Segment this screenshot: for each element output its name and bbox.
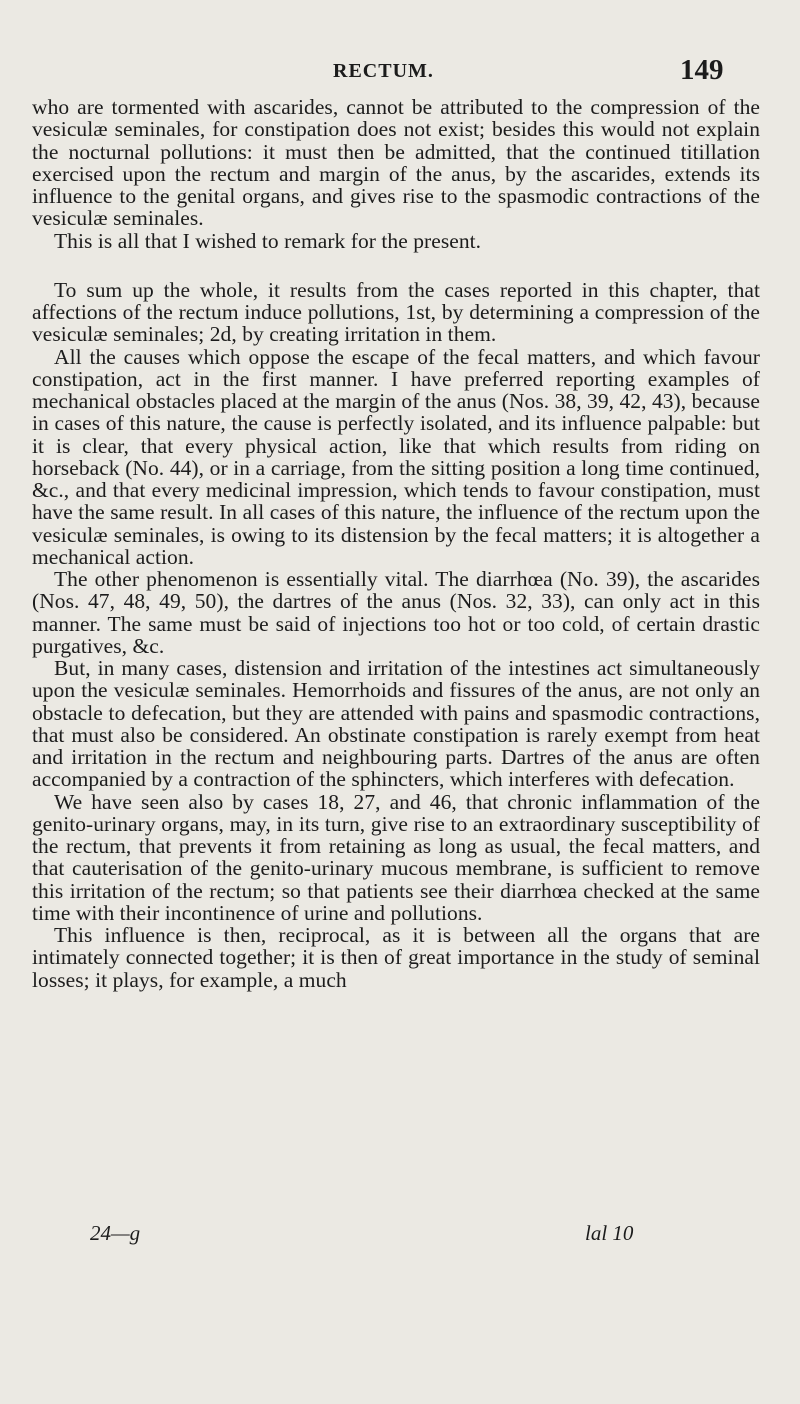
catchword: lal 10	[585, 1221, 634, 1245]
paragraph: To sum up the whole, it results from the cases reported in this chapter, that affections of the rectum induce pollutions, 1st, by determining a compression of the vesiculæ seminales; 2d, by creating irritation in them.	[32, 277, 760, 347]
page-header	[0, 52, 800, 92]
body-text	[32, 96, 760, 991]
paragraph: But, in many cases, distension and irritation of the intestines act simultaneously upon the vesiculæ seminales. Hemorrhoids and fissures of the anus, are not only an obstacle to defecation, but they are attended with pains and spasmodic contractions, that must also be considered. An obstinate constipation is rarely exempt from heat and irritation in the rectum and neighbouring parts. Dartres of the anus are often accompanied by a contraction of the sphincters, which interferes with defecation.	[32, 656, 760, 792]
signature-mark: 24—g	[90, 1221, 141, 1245]
paragraph-continued: who are tormented with ascarides, cannot be attributed to the compression of the vesiculæ seminales, for constipation does not exist; besides this would not explain the nocturnal pollutions: it must then be admitted, that the continued titillation exercised upon the rectum and margin of the anus, by the ascarides, extends its influence to the genital organs, and gives rise to the spasmodic contractions of the vesiculæ seminales.	[32, 95, 760, 231]
paragraph: The other phenomenon is essentially vital. The diarrhœa (No. 39), the ascarides (Nos. 47, 48, 49, 50), the dartres of the anus (Nos. 32, 33), can only act in this manner. The same must be said of injections too hot or too cold, of certain drastic purgatives, &c.	[32, 567, 760, 658]
paragraph: All the causes which oppose the escape of the fecal matters, and which favour constipation, act in the first manner. I have preferred reporting examples of mechanical obstacles placed at the margin of the anus (Nos. 38, 39, 42, 43), because in cases of this nature, the cause is perfectly isolated, and its influence palpable: but it is clear, that every physical action, like that which results from riding on horseback (No. 44), or in a carriage, from the sitting position a long time continued, &c., and that every medicinal impression, which tends to favour constipation, must have the same result. In all cases of this nature, the influence of the rectum upon the vesiculæ seminales, is owing to its distension by the fecal matters; it is altogether a mechanical action.	[32, 344, 760, 569]
paragraph: We have seen also by cases 18, 27, and 46, that chronic inflammation of the genito-urinary organs, may, in its turn, give rise to an extraordinary susceptibility of the rectum, that prevents it from retaining as long as usual, the fecal matters, and that cauterisation of the genito-urinary mucous membrane, is sufficient to remove this irritation of the rectum; so that patients see their diarrhœa checked at the same time with their incontinence of urine and pollutions.	[32, 789, 760, 925]
paragraph: This influence is then, reciprocal, as it is between all the organs that are intimately connected together; it is then of great importance in the study of seminal losses; it plays, for example, a much	[32, 923, 760, 992]
paragraph-gap	[32, 252, 760, 279]
page-number: 149	[680, 54, 724, 86]
paragraph: This is all that I wished to remark for the present.	[54, 228, 482, 253]
page-footer	[0, 1221, 800, 1249]
running-head: RECTUM.	[333, 60, 434, 82]
